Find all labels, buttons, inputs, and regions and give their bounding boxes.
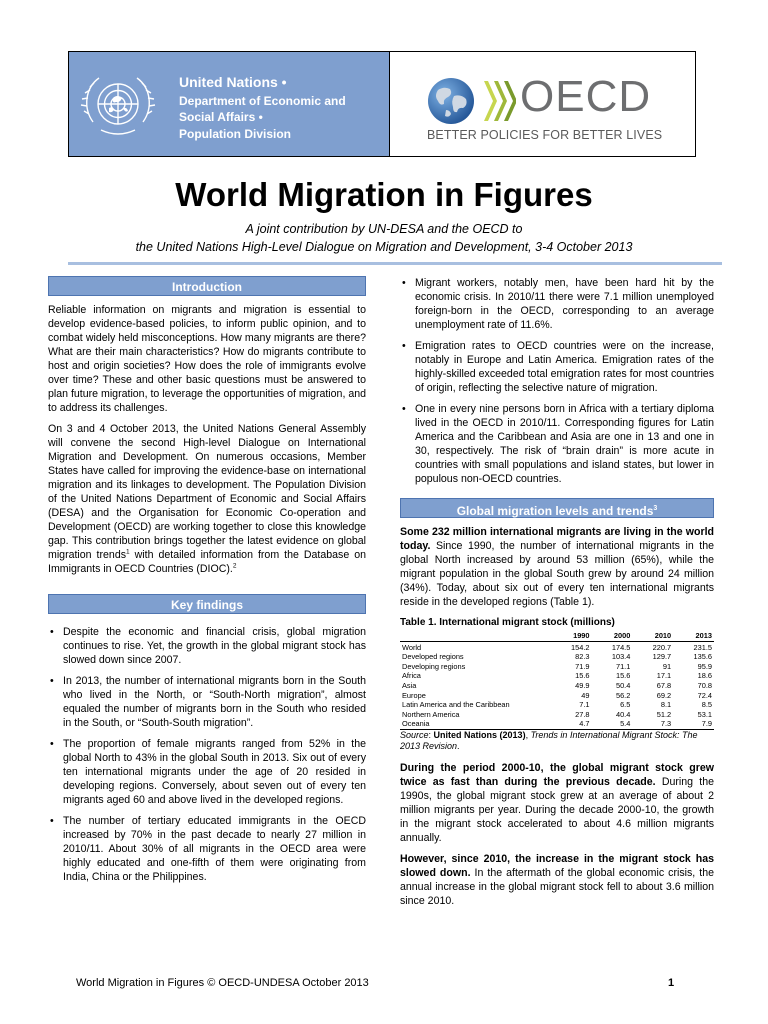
oecd-logo-panel — [390, 52, 695, 156]
header-banner — [68, 51, 696, 157]
list-item: • In 2013, the number of international migrants born in the South who lived in the North, or “South-North migration”, almost equaled the number of migrants born in the South who resided in the South, or “South-South migration”. — [48, 674, 366, 730]
key-findings-list — [48, 625, 366, 884]
table-header-cell: 1990 — [551, 631, 592, 641]
un-department-text — [179, 74, 346, 142]
un-line: Population Division — [179, 126, 292, 141]
table-row: Latin America and the Caribbean 7.1 6.5 8.1 8.5 — [402, 700, 712, 710]
oecd-tagline: BETTER POLICIES FOR BETTER LIVES — [427, 128, 663, 142]
list-item: • Despite the economic and financial crisis, global migration continues to rise. Yet, the growth in the global migrant stock has slowed down since 2007. — [48, 625, 366, 667]
table-row: Asia 49.9 50.4 67.8 70.8 — [402, 680, 712, 690]
list-item: • Migrant workers, notably men, have been hard hit by the economic crisis. In 2010/11 there were 7.1 million unemployed foreign-born in the OECD, corresponding to an average unemployment rate of 11.6%. — [400, 276, 714, 332]
table-row: Developed regions 82.3 103.4 129.7 135.6 — [402, 652, 712, 662]
page-subtitle — [0, 220, 768, 256]
table-row: World 154.2 174.5 220.7 231.5 — [402, 642, 712, 652]
global-paragraph: Some 232 million international migrants are living in the world today. Since 1990, the number of international migrants in the global North increased by around 53 million (65%), while the migrant population in the global South grew by around 24 million (34%). Today, about six out of every ten international migrants reside in the developed regions (Table 1). — [400, 526, 714, 608]
page-number: 1 — [668, 977, 675, 989]
un-line: Department of Economic and — [179, 93, 346, 108]
list-item: • The number of tertiary educated immigrants in the OECD increased by 70% in the past decade to nearly 27 million in 2010/11. About 30% of all migrants in the OECD area were highly educated and one-fifth of them were originating from India, China or the Philippines. — [48, 814, 366, 884]
left-column — [48, 276, 366, 891]
table-title: Table 1. International migrant stock (millions) — [400, 617, 615, 628]
intro-paragraph: Reliable information on migrants and migration is essential to develop evidence-based policies, to inform public opinion, and to combat widely held misconceptions. How many migrants are there? What are their main characteristics? How do migrants contribute to host and origin societies? How does the role of immigrants evolve over time? These and other basic questions must be answered to plan future migration, to leverage the opportunities of migration, and to address its challenges. — [48, 304, 367, 414]
right-column — [400, 276, 714, 915]
migrant-stock-table — [400, 631, 714, 730]
list-item: • Emigration rates to OECD countries were on the increase, notably in Europe and Latin America. Emigration rates of the highly-skilled exceeded total emigration rates for most countries of origin, reflecting the selective nature of migration. — [400, 339, 714, 395]
oecd-wordmark: OECD — [520, 72, 652, 121]
globe-icon — [426, 76, 476, 126]
global-paragraph: However, since 2010, the increase in the migrant stock has slowed down. In the aftermath of the global economic crisis, the annual increase in the global migrant stock fell to about 3.6 million since 2010. — [400, 852, 714, 907]
list-item: • One in every nine persons born in Africa with a tertiary diploma lived in the OECD in 2010/11. Corresponding figures for Latin America and the Caribbean and Asia are one in 13 and one in 30, respectively. The risk of “brain drain” is more acute in countries with small populations and island states, but lower in populous non-OECD countries. — [400, 402, 714, 486]
page-footer: World Migration in Figures © OECD-UNDESA October 2013 — [76, 977, 369, 989]
table-header-cell — [400, 631, 551, 641]
un-line: Social Affairs • — [179, 110, 263, 124]
global-migration-heading: Global migration levels and trends$^3$ — [400, 498, 714, 518]
un-line: United Nations • — [179, 74, 287, 90]
table-header-cell: 2000 — [592, 631, 633, 641]
intro-paragraph: On 3 and 4 October 2013, the United Nations General Assembly will convene the second High-level Dialogue on International Migration and Development. On numerous occasions, Member States have called for improving the evidence-base on international migration and its linkages to development. The Population Division of the United Nations Department of Economic and Social Affairs (DESA) and the Organisation for Economic Co-operation and Development (OECD) are working together to close this knowledge gap. This contribution brings together the latest evidence on global migration trends$^1$ with detailed information from the Database on Immigrants in OECD Countries (DIOC).$^2$ — [48, 423, 366, 575]
introduction-heading: Introduction — [48, 276, 366, 296]
un-emblem-icon — [79, 70, 157, 142]
oecd-chevrons-icon — [482, 79, 516, 123]
table-row: Northern America 27.8 40.4 51.2 53.1 — [402, 709, 712, 719]
table-row: Africa 15.6 15.6 17.1 18.6 — [402, 671, 712, 681]
table-row: Europe 49 56.2 69.2 72.4 — [402, 690, 712, 700]
list-item: • The proportion of female migrants ranged from 52% in the global North to 43% in the global South in 2013. Six out of every ten international migrants under the age of 20 resided in developing regions. Conversely, about seven out of every ten migrants aged 60 and above lived in the developed regions. — [48, 737, 366, 807]
page-title: World Migration in Figures — [175, 176, 593, 213]
global-paragraph: During the period 2000-10, the global migrant stock grew twice as fast than during the previous decade. During the 1990s, the global migrant stock grew at an average of about 2 million migrants per year. During the decade 2000-10, the growth in the migrant stock accelerated to about 4.6 million migrants annually. — [400, 761, 715, 844]
footnote-ref: 2 — [232, 562, 237, 570]
table-row: Oceania 4.7 5.4 7.3 7.9 — [402, 719, 712, 729]
table-header-row — [400, 631, 714, 641]
key-findings-continued-list — [400, 276, 714, 486]
subtitle-line: A joint contribution by UN-DESA and the OECD to — [245, 222, 523, 236]
table-header-cell: 2010 — [632, 631, 673, 641]
title-divider — [68, 262, 722, 265]
footnote-ref: 1 — [126, 548, 130, 556]
table-source-note: Source: United Nations (2013), Trends in International Migrant Stock: The 2013 Revision. — [400, 729, 698, 751]
table-header-cell: 2013 — [673, 631, 714, 641]
subtitle-line: the United Nations High-Level Dialogue on Migration and Development, 3-4 October 2013 — [135, 240, 633, 254]
key-findings-heading: Key findings — [48, 594, 366, 614]
footnote-ref: 3 — [653, 505, 658, 512]
table-row: Developing regions 71.9 71.1 91 95.9 — [402, 661, 712, 671]
un-logo-panel — [69, 52, 390, 156]
